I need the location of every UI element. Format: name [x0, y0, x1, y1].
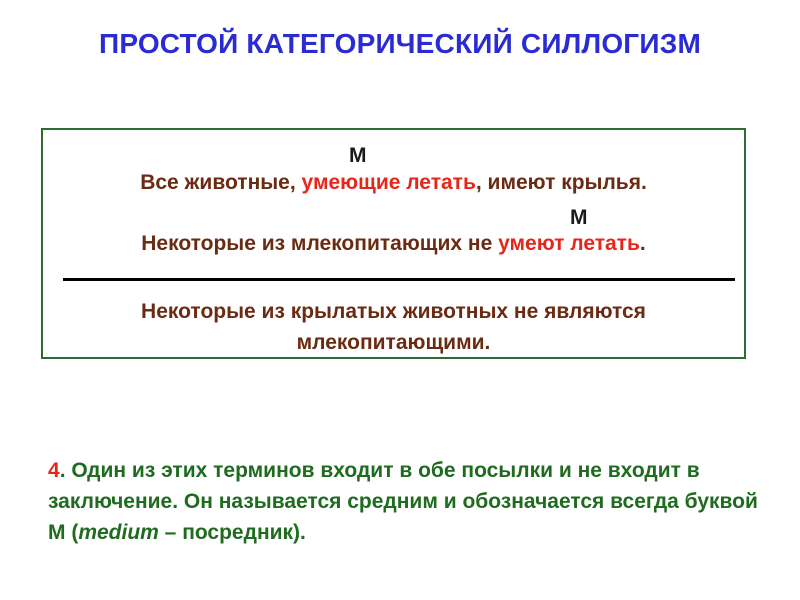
major-premise-text-end: , имеют крылья.: [475, 171, 647, 194]
minor-premise-text-end: .: [639, 232, 646, 255]
conclusion-divider: [63, 278, 735, 281]
note-number: 4: [48, 459, 60, 482]
conclusion-line: Некоторые из крылатых животных не являются: [141, 300, 646, 323]
minor-premise-text-start: Некоторые из млекопитающих не: [141, 232, 499, 255]
middle-term-label: М: [349, 144, 367, 167]
note-text-end: – посредник).: [158, 521, 306, 544]
conclusion: [43, 296, 744, 358]
major-premise-middle-term: умеющие летать: [301, 171, 476, 194]
note-text: . Один из этих терминов входит в обе посылки и не входит в заключение. Он называется средним и обозначается всегда буквой М (: [48, 459, 758, 544]
major-premise-text-start: Все животные,: [140, 171, 302, 194]
major-premise: [43, 171, 744, 195]
syllogism-box: [41, 128, 746, 359]
explanation-note: [48, 455, 773, 548]
minor-premise-middle-term: умеют летать: [498, 232, 640, 255]
note-italic-term: medium: [78, 521, 159, 544]
middle-term-label: М: [570, 206, 588, 229]
page-title: ПРОСТОЙ КАТЕГОРИЧЕСКИЙ СИЛЛОГИЗМ: [99, 28, 701, 59]
conclusion-line: млекопитающими.: [296, 331, 491, 354]
minor-premise: [43, 232, 744, 256]
